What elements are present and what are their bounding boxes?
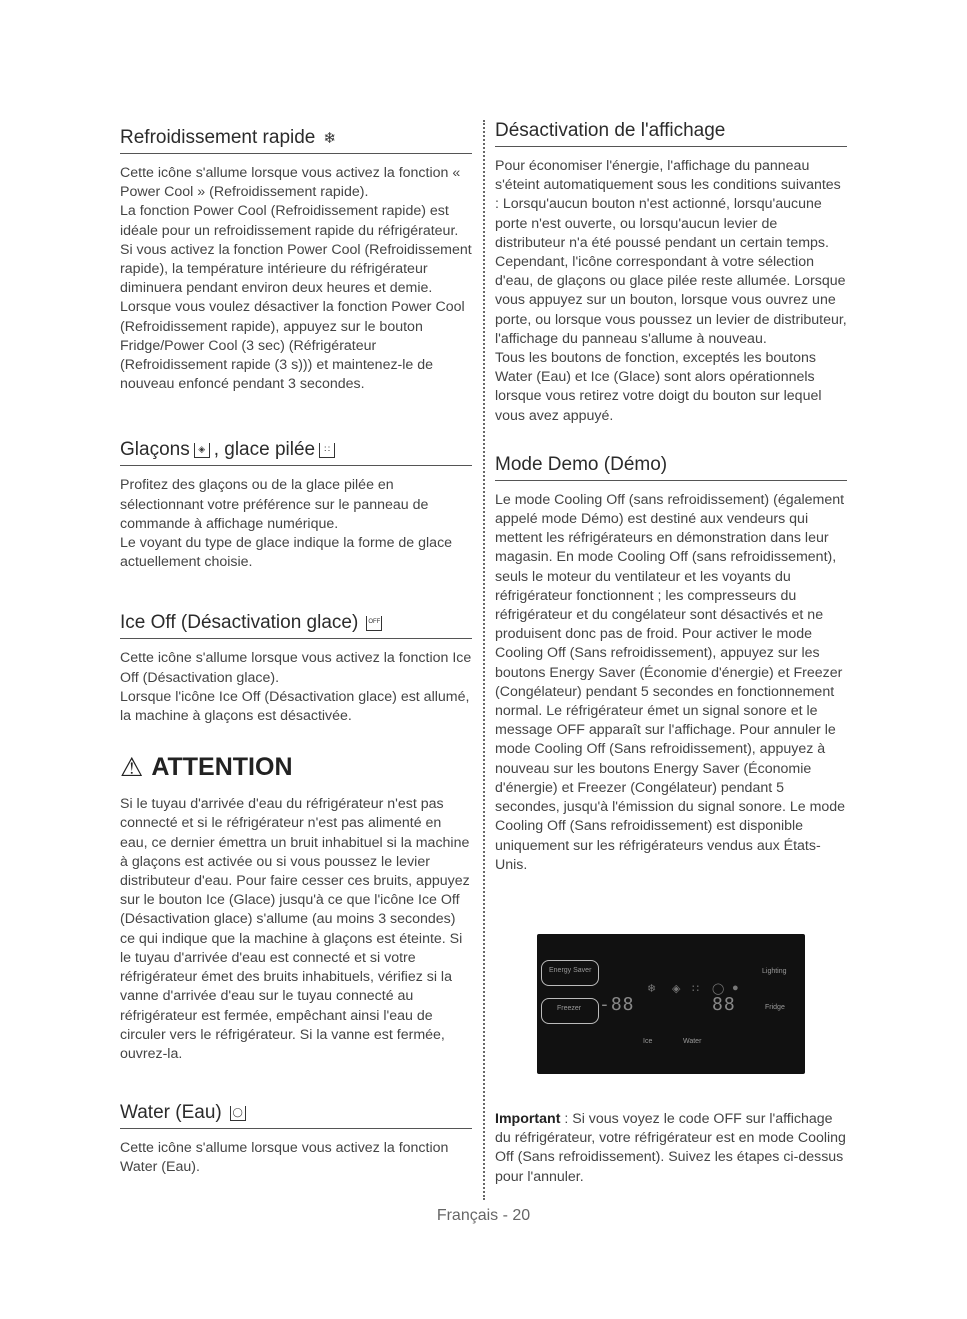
water-text: Cette icône s'allume lorsque vous activez la fonction Water (Eau).: [120, 1140, 449, 1176]
column-divider: [483, 120, 485, 1200]
ice-off-paragraph: Cette icône s'allume lorsque vous activez la fonction Ice Off (Désactivation glace).: [120, 650, 472, 686]
attention-section: [120, 752, 472, 1064]
ice-off-text: [120, 649, 472, 726]
water-label: Water: [683, 1038, 702, 1045]
warning-icon: ⚠: [120, 752, 144, 783]
water-section: [120, 1102, 472, 1177]
display-off-text: [495, 157, 847, 426]
ice-off-title: Ice Off (Désactivation glace): [120, 612, 359, 634]
ice-indicator-icon: ◈: [672, 983, 681, 995]
energy-saver-label: Energy Saver: [549, 967, 592, 974]
ice-label: Ice: [643, 1038, 653, 1045]
important-label: Important: [495, 1111, 561, 1127]
lighting-label: Lighting: [762, 968, 787, 975]
power-cool-paragraph: La fonction Power Cool (Refroidissement rapide) est idéale pour un refroidissement rapide du réfrigérateur. Si vous activez la fonction Power Cool (Refroidissement rapide), la température intérieure du réfrigérateur diminuera pendant environ deux heures et demie. Lorsque vous voulez désactiver la fonction Power Cool (Refroidissement rapide), appuyez sur le bouton Fridge/Power Cool (3 sec) (Réfrigérateur (Refroidissement rapide (3 s))) et maintenez-le de nouveau enfoncé pendant 3 secondes.: [120, 203, 472, 393]
power-cool-section: [120, 127, 472, 394]
fridge-label: Fridge: [765, 1004, 785, 1011]
ice-text: [120, 476, 472, 572]
ice-off-section: [120, 612, 472, 726]
power-cool-indicator-icon: ❄: [647, 983, 657, 995]
power-cool-heading: [120, 127, 472, 154]
ice-off-heading: [120, 612, 472, 639]
ice-off-icon: OFF: [366, 616, 382, 631]
demo-text: Le mode Cooling Off (sans refroidissement) (également appelé mode Démo) est destiné aux vendeurs qui mettent les réfrigérateurs en démonstration dans leur magasin. En mode Cooling Off (sans refroidissement), seuls le moteur du ventilateur et les voyants du réfrigérateur fonctionnent ; les compresseurs du réfrigérateur et du congélateur sont désactivés et ne produisent donc pas de froid. Pour activer le mode Cooling Off (Sans refroidissement), appuyez sur les boutons Energy Saver (Économie d'énergie) et Freezer (Congélateur) pendant 5 secondes en fonctionnement normal. Le réfrigérateur émet un signal sonore et le message OFF apparaît sur l'affichage. Pour annuler le mode Cooling Off (Sans refroidissement), appuyez à nouveau sur les boutons Energy Saver (Économie d'énergie) et Freezer (Congélateur) pendant 5 secondes, jusqu'à l'émission du signal sonore. Le mode Cooling Off (Sans refroidissement) est disponible uniquement sur les réfrigérateurs vendus aux États-Unis.: [495, 491, 846, 873]
display-off-title: Désactivation de l'affichage: [495, 120, 726, 141]
attention-text: Si le tuyau d'arrivée d'eau du réfrigérateur n'est pas connecté et si le réfrigérateur n'est pas alimenté en eau, ce dernier émettra un bruit inhabituel si la machine à glaçons est activée ou si vous poussez le levier distributeur d'eau. Pour faire cesser ces bruits, appuyez sur le bouton Ice (Glace) jusqu'à ce que l'icône Ice Off (Désactivation glace) s'allume (au moins 3 secondes) ce qui indique que la machine à glaçons est éteinte. Si le tuyau d'arrivée d'eau est connecté et si votre réfrigérateur émet des bruits inhabituels, vérifiez si la vanne d'arrivée d'eau sur le tuyau connecté au réfrigérateur est fermée, empêchant ainsi l'eau de circuler vers le réfrigérateur. Si la vanne est fermée, ouvrez-la.: [120, 796, 470, 1062]
display-off-section: [495, 120, 847, 426]
water-indicator-icon: ◯: [712, 983, 725, 995]
left-column: [120, 120, 472, 1178]
right-column: [495, 120, 847, 875]
ice-off-paragraph: Lorsque l'icône Ice Off (Désactivation glace) est allumé, la machine à glaçons est désactivée.: [120, 688, 470, 725]
demo-title: Mode Demo (Démo): [495, 453, 668, 475]
crushed-ice-indicator-icon: ∷: [692, 983, 699, 995]
power-cool-paragraph: Cette icône s'allume lorsque vous activez la fonction « Power Cool » (Refroidissement rapide).: [120, 165, 461, 201]
page-footer: Français - 20: [436, 1207, 531, 1224]
crushed-ice-icon: ∷: [319, 443, 335, 458]
freezer-temperature-display: -88: [599, 994, 635, 1015]
important-note: [495, 1110, 850, 1187]
freezer-label: Freezer: [557, 1005, 582, 1012]
attention-heading: [120, 752, 472, 783]
power-cool-text: [120, 164, 472, 394]
control-panel-image: [537, 934, 805, 1074]
ice-title: Glaçons: [120, 439, 190, 461]
display-off-paragraph: Tous les boutons de fonction, exceptés les boutons Water (Eau) et Ice (Glace) sont alors opérationnels lorsque vous retirez votre doigt du bouton sur lequel vous avez appuyé.: [495, 350, 822, 424]
display-off-paragraph: Pour économiser l'énergie, l'affichage du panneau s'éteint automatiquement sous les conditions suivantes : Lorsqu'aucun bouton n'est actionné, lorsqu'aucune porte n'est ouverte, ou lorsqu'aucun levier de distributeur n'a été poussé pendant un certain temps. Cependant, l'icône correspondant à votre sélection d'eau, de glaçons ou glace pilée reste allumée. Lorsque vous appuyez sur un bouton, lorsque vous ouvrez une porte, ou lorsque vous poussez un levier de distributeur, l'affichage du panneau s'allume à nouveau.: [495, 158, 847, 347]
ice-section: [120, 439, 472, 572]
demo-section: [495, 454, 847, 875]
power-cool-title: Refroidissement rapide: [120, 127, 316, 148]
demo-heading: [495, 454, 847, 481]
ice-paragraph: Le voyant du type de glace indique la forme de glace actuellement choisie.: [120, 535, 453, 571]
ice-heading: [120, 439, 472, 466]
water-drop-icon: ◯: [230, 1106, 246, 1121]
snowflake-icon: ❄: [323, 130, 336, 147]
filter-indicator-icon: ●: [732, 982, 739, 994]
crushed-ice-title: , glace pilée: [213, 439, 316, 461]
display-off-heading: [495, 120, 847, 147]
water-heading: [120, 1102, 472, 1129]
attention-title: ATTENTION: [151, 753, 293, 782]
important-text: : Si vous voyez le code OFF sur l'affichage du réfrigérateur, votre réfrigérateur est en mode Cooling Off (Sans refroidissement). Suivez les étapes ci-dessus pour l'annuler.: [495, 1111, 846, 1185]
ice-paragraph: Profitez des glaçons ou de la glace pilée en sélectionnant votre préférence sur le panneau de commande à affichage numérique.: [120, 477, 429, 532]
fridge-temperature-display: 88: [712, 994, 736, 1015]
water-title: Water (Eau): [120, 1102, 222, 1124]
ice-cube-icon: ◈: [194, 443, 210, 458]
